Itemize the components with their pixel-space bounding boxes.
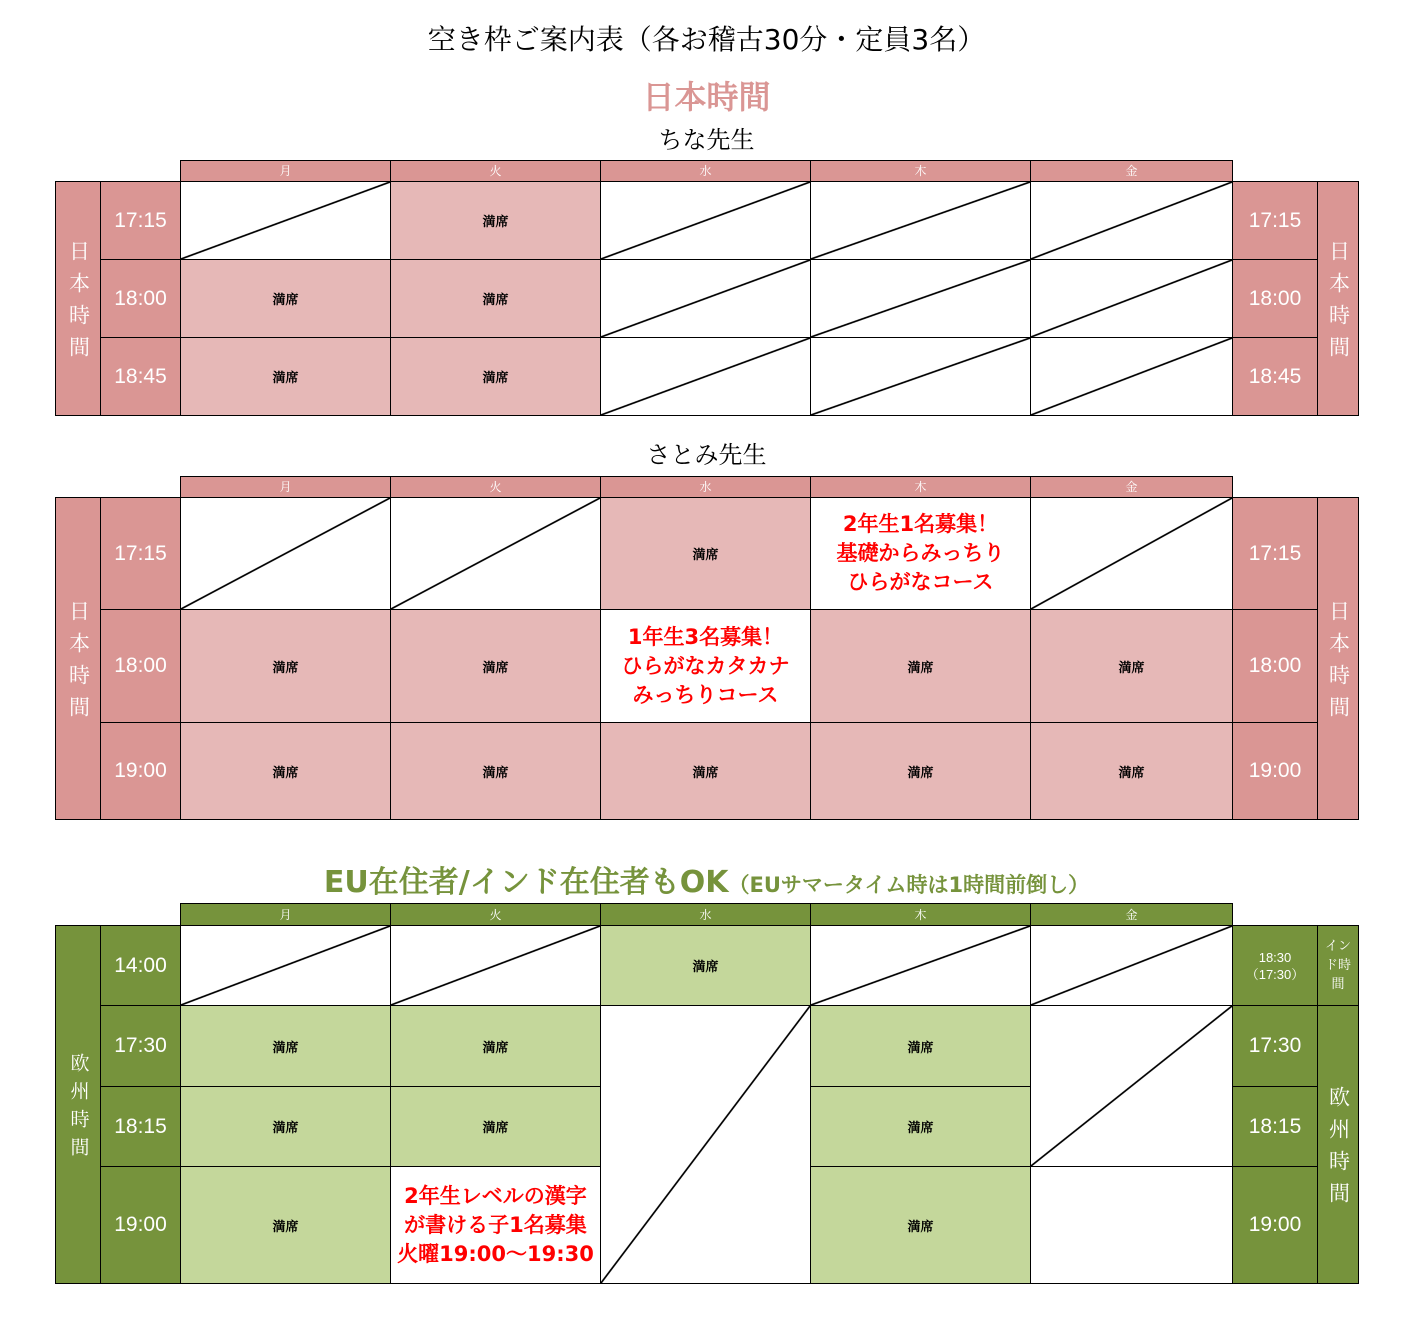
day-header-mon: 月: [180, 903, 391, 926]
timezone-label-right: [1317, 1005, 1359, 1284]
recruiting-note-wed-1800: 1年生3名募集！ ひらがなカタカナ みっちりコース: [600, 609, 811, 723]
recruiting-note-tue-1900: 2年生レベルの漢字 が書ける子1名募集 火曜19:00～19:30: [390, 1166, 601, 1284]
eu-section-heading: [55, 863, 1358, 907]
unavailable-slot-tue-1715: [390, 497, 601, 610]
full-slot-mon-1900: 満席: [180, 1166, 391, 1284]
day-header-fri: 金: [1030, 160, 1233, 182]
unavailable-slot-fri-1715: [1030, 497, 1233, 610]
timezone-label-text: 欧州時間: [1326, 1086, 1351, 1214]
day-header-wed: 水: [600, 476, 811, 498]
day-header-mon: 月: [180, 476, 391, 498]
unavailable-slot-thu-1400: [810, 925, 1031, 1006]
timezone-label-right: [1317, 497, 1359, 820]
timezone-label-left: [55, 925, 101, 1284]
full-slot-tue-1800: 満席: [390, 609, 601, 723]
full-slot-fri-1900: 満席: [1030, 722, 1233, 820]
timezone-label-left: [55, 181, 101, 416]
jst-section-heading: 日本時間: [642, 78, 771, 116]
time-right-1715: 17:15: [1232, 181, 1318, 260]
unavailable-slot-mon-1400: [180, 925, 391, 1006]
day-header-thu: 木: [810, 476, 1031, 498]
full-slot-thu-1730: 満席: [810, 1005, 1031, 1087]
full-slot-thu-1900: 満席: [810, 1166, 1031, 1284]
unavailable-slot-wed-1800: [600, 259, 811, 338]
timezone-label-text: 日本時間: [1326, 240, 1351, 368]
full-slot-wed-1715: 満席: [600, 497, 811, 610]
time-right-1800: 18:00: [1232, 259, 1318, 338]
timezone-label-right: [1317, 181, 1359, 416]
full-slot-mon-1730: 満席: [180, 1005, 391, 1087]
time-right-1845: 18:45: [1232, 337, 1318, 416]
day-header-fri: 金: [1030, 476, 1233, 498]
full-slot-mon-1815: 満席: [180, 1086, 391, 1167]
eu-heading-main: EU在住者/インド在住者もOK: [323, 865, 729, 900]
day-header-tue: 火: [390, 903, 601, 926]
time-right-1715: 17:15: [1232, 497, 1318, 610]
full-slot-mon-1800: 満席: [180, 259, 391, 338]
day-header-tue: 火: [390, 476, 601, 498]
india-time-label: インド時間: [1317, 925, 1359, 1006]
unavailable-slot-mon-1715: [180, 497, 391, 610]
unavailable-slot-fri-1730-1815: [1030, 1005, 1233, 1167]
full-slot-thu-1900: 満席: [810, 722, 1031, 820]
eu-schedule-table: [55, 903, 1358, 1283]
unavailable-slot-fri-1400: [1030, 925, 1233, 1006]
full-slot-mon-1800: 満席: [180, 609, 391, 723]
full-slot-tue-1800: 満席: [390, 259, 601, 338]
timezone-label-left: [55, 497, 101, 820]
time-left-1800: 18:00: [100, 609, 181, 723]
unavailable-slot-thu-1800: [810, 259, 1031, 338]
unavailable-slot-fri-1800: [1030, 259, 1233, 338]
day-header-mon: 月: [180, 160, 391, 182]
full-slot-tue-1715: 満席: [390, 181, 601, 260]
day-header-tue: 火: [390, 160, 601, 182]
full-slot-tue-1730: 満席: [390, 1005, 601, 1087]
full-slot-wed-1900: 満席: [600, 722, 811, 820]
unavailable-slot-mon-1715: [180, 181, 391, 260]
full-slot-wed-1400: 満席: [600, 925, 811, 1006]
time-left-1715: 17:15: [100, 181, 181, 260]
full-slot-thu-1800: 満席: [810, 609, 1031, 723]
day-header-wed: 水: [600, 160, 811, 182]
day-header-thu: 木: [810, 160, 1031, 182]
day-header-fri: 金: [1030, 903, 1233, 926]
time-left-1815: 18:15: [100, 1086, 181, 1167]
full-slot-fri-1800: 満席: [1030, 609, 1233, 723]
time-left-1715: 17:15: [100, 497, 181, 610]
time-right-1815: 18:15: [1232, 1086, 1318, 1167]
india-time-cell: [1232, 925, 1318, 1006]
unavailable-slot-wed-1715: [600, 181, 811, 260]
full-slot-tue-1815: 満席: [390, 1086, 601, 1167]
page-title: 空き枠ご案内表（各お稽古30分・定員3名）: [427, 23, 986, 56]
timezone-label-text: 日本時間: [1326, 600, 1351, 728]
time-left-1900: 19:00: [100, 1166, 181, 1284]
day-header-thu: 木: [810, 903, 1031, 926]
full-slot-thu-1815: 満席: [810, 1086, 1031, 1167]
time-right-1900: 19:00: [1232, 722, 1318, 820]
time-left-1400: 14:00: [100, 925, 181, 1006]
eu-heading-note: （EUサマータイム時は1時間前倒し）: [728, 873, 1090, 897]
full-slot-mon-1845: 満席: [180, 337, 391, 416]
full-slot-tue-1845: 満席: [390, 337, 601, 416]
time-left-1900: 19:00: [100, 722, 181, 820]
time-left-1800: 18:00: [100, 259, 181, 338]
timezone-label-text: 欧州時間: [67, 1053, 90, 1165]
unavailable-slot-wed-1730-1900: [600, 1005, 811, 1284]
unavailable-slot-fri-1715: [1030, 181, 1233, 260]
teacher-name-satomi: さとみ先生: [646, 441, 767, 469]
full-slot-mon-1900: 満席: [180, 722, 391, 820]
recruiting-note-thu-1715: 2年生1名募集！ 基礎からみっちり ひらがなコース: [810, 497, 1031, 610]
satomi-schedule-table: [55, 476, 1358, 819]
timezone-label-text: 日本時間: [66, 600, 91, 728]
india-time: 18:30: [1258, 949, 1292, 965]
teacher-name-china: ちな先生: [658, 126, 755, 154]
unavailable-slot-tue-1400: [390, 925, 601, 1006]
time-right-1900: 19:00: [1232, 1166, 1318, 1284]
full-slot-tue-1900: 満席: [390, 722, 601, 820]
time-right-1800: 18:00: [1232, 609, 1318, 723]
timezone-label-text: 日本時間: [66, 240, 91, 368]
china-schedule-table: [55, 160, 1358, 415]
time-right-1730: 17:30: [1232, 1005, 1318, 1087]
india-time-summer: （17:30）: [1245, 966, 1305, 982]
unavailable-slot-fri-1845: [1030, 337, 1233, 416]
unavailable-slot-thu-1715: [810, 181, 1031, 260]
day-header-wed: 水: [600, 903, 811, 926]
unavailable-slot-wed-1845: [600, 337, 811, 416]
time-left-1730: 17:30: [100, 1005, 181, 1087]
time-left-1845: 18:45: [100, 337, 181, 416]
unavailable-slot-thu-1845: [810, 337, 1031, 416]
blank-slot-fri-1900: [1030, 1166, 1233, 1284]
